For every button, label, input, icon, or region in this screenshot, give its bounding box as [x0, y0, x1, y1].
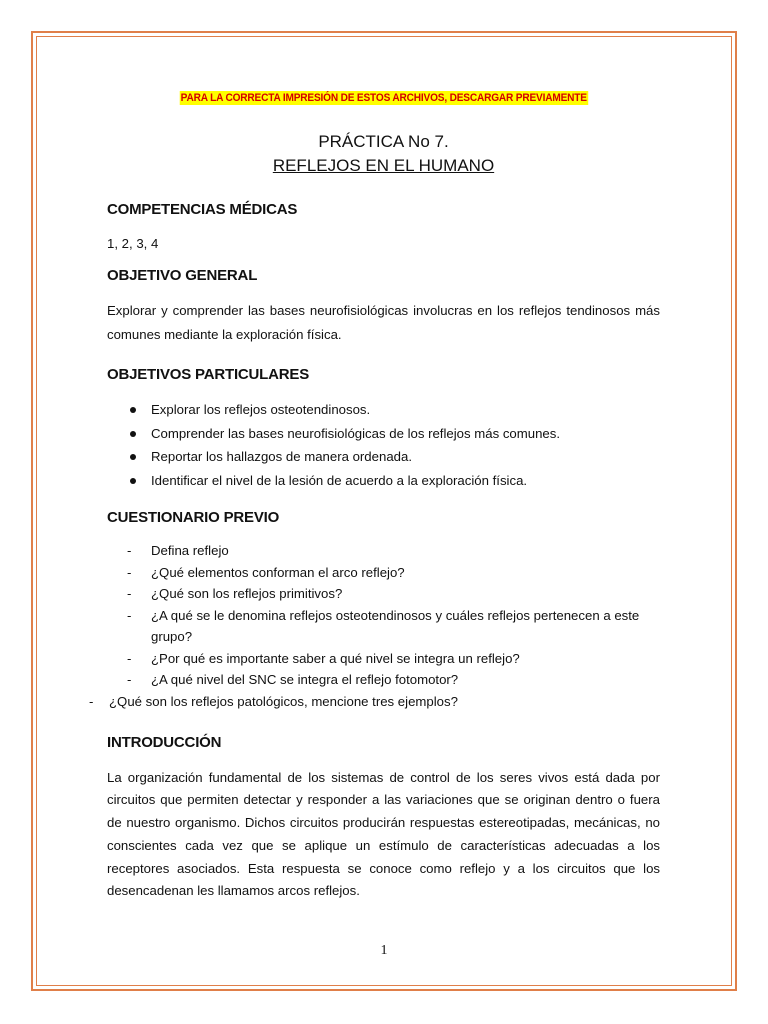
- print-notice-wrapper: [107, 88, 660, 108]
- competencias-heading: COMPETENCIAS MÉDICAS: [107, 201, 298, 218]
- objetivo-general-heading: OBJETIVO GENERAL: [107, 267, 258, 284]
- dash-marker: -: [127, 586, 132, 601]
- list-item: Explorar los reflejos osteotendinosos.: [107, 398, 660, 422]
- objetivo-general-text: Explorar y comprender las bases neurofisiológicas involucras en los reflejos tendinosos más comunes mediante la exploración física.: [107, 303, 660, 342]
- practice-title: PRÁCTICA No 7.: [318, 132, 449, 151]
- objetivos-particulares-heading: OBJETIVOS PARTICULARES: [107, 366, 310, 383]
- competencias-text: 1, 2, 3, 4: [107, 236, 159, 251]
- list-item: Comprender las bases neurofisiológicas de los reflejos más comunes.: [107, 422, 660, 446]
- bullet-icon: [130, 478, 136, 484]
- dash-marker: -: [127, 564, 132, 580]
- dash-marker: -: [127, 672, 132, 687]
- page-number: 1: [380, 943, 388, 958]
- cuestionario-list: [107, 540, 660, 691]
- dash-marker: -: [127, 607, 132, 623]
- bullet-icon: [130, 454, 136, 460]
- document-body: [89, 88, 660, 903]
- list-item: - ¿A qué se le denomina reflejos osteotendinosos y cuáles reflejos pertenecen a este grupo?: [107, 605, 660, 648]
- list-item: Reportar los hallazgos de manera ordenada.: [107, 445, 660, 469]
- dash-marker: -: [89, 693, 94, 709]
- cuestionario-heading: CUESTIONARIO PREVIO: [107, 509, 280, 526]
- bullet-icon: [130, 431, 136, 437]
- objetivos-particulares-list: [107, 398, 660, 492]
- introduccion-heading: INTRODUCCIÓN: [107, 733, 222, 751]
- list-item: - ¿Por qué es importante saber a qué nivel se integra un reflejo?: [107, 648, 660, 670]
- list-item: - ¿Qué elementos conforman el arco reflejo?: [107, 562, 660, 584]
- practice-subtitle: REFLEJOS EN EL HUMANO: [272, 156, 495, 175]
- list-item: - ¿A qué nivel del SNC se integra el reflejo fotomotor?: [107, 669, 660, 691]
- bullet-icon: [130, 407, 136, 413]
- list-item: Identificar el nivel de la lesión de acuerdo a la exploración física.: [107, 469, 660, 493]
- list-item: - Defina reflejo: [107, 540, 660, 562]
- dash-marker: -: [127, 650, 132, 666]
- print-notice: PARA LA CORRECTA IMPRESIÓN DE ESTOS ARCHIVOS, DESCARGAR PREVIAMENTE: [180, 92, 587, 104]
- list-item: - ¿Qué son los reflejos primitivos?: [107, 583, 660, 605]
- cuestionario-last-item: - ¿Qué son los reflejos patológicos, mencione tres ejemplos?: [89, 691, 660, 713]
- introduccion-text: La organización fundamental de los sistemas de control de los seres vivos está dada por circuitos que permiten detectar y responder a las variaciones que se originan dentro o fuera de nuestro organismo. Dichos circuitos producirán respuestas estereotipadas, mecánicas, no conscientes cada vez que se aplique un estímulo de características adecuadas a los receptores asociados. Esta respuesta se conoce como reflejo y a los circuitos que los desencadenan les llamamos arcos reflejos.: [107, 769, 660, 899]
- dash-marker: -: [127, 543, 132, 558]
- title-block: [107, 130, 660, 178]
